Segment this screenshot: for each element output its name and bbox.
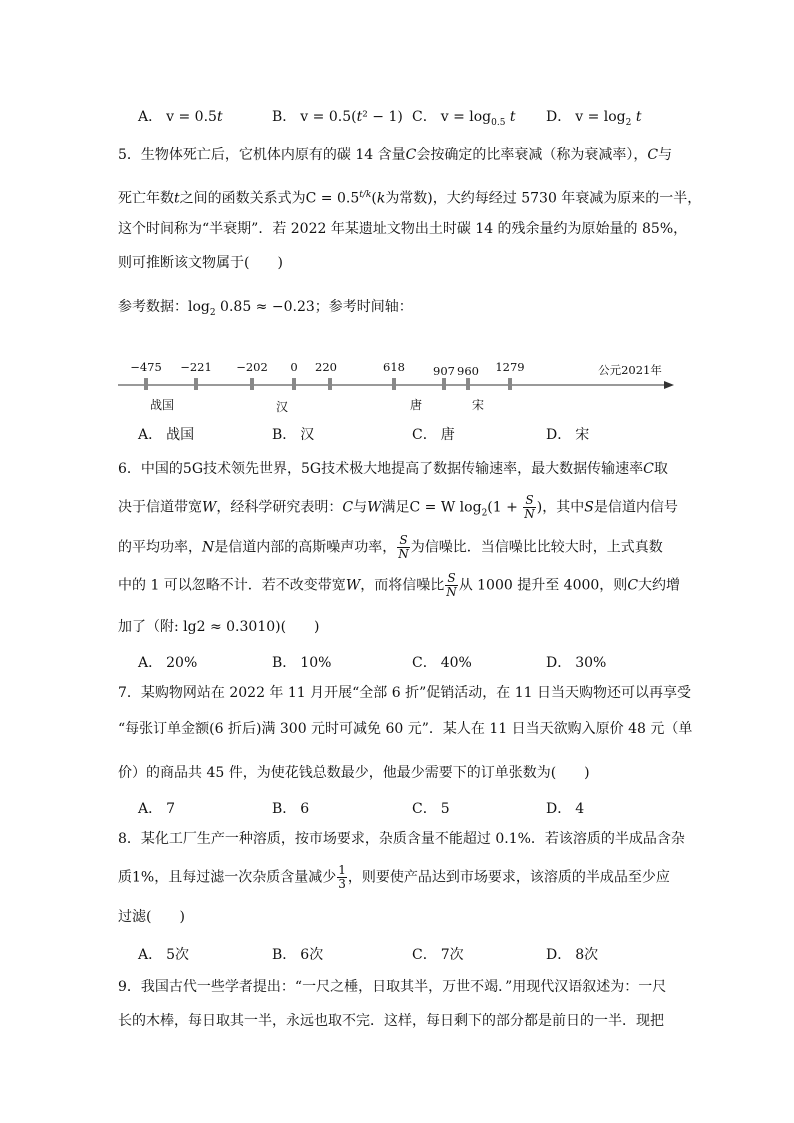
q8-option-c[interactable]: C． 7次: [412, 947, 464, 963]
q7-line-3: 价）的商品共 45 件，为使花钱总数最少，他最少需要下的订单张数为( ): [118, 765, 590, 781]
q7-option-b[interactable]: B． 6: [272, 801, 310, 817]
timeline-era-zhanguo: 战国: [149, 398, 175, 412]
q8-option-d[interactable]: D． 8次: [546, 947, 599, 963]
timeline-era-han: 汉: [275, 400, 289, 414]
q6-line-3: 的平均功率，N是信道内部的高斯噪声功率， $\frac{S}{N}$ 为信噪比．当信噪比比较大时，上式真数: [118, 533, 663, 561]
q8-options: [138, 944, 698, 966]
q5-option-a[interactable]: A． 战国: [138, 427, 195, 443]
timeline-label-907: 907: [433, 364, 455, 378]
timeline-tick: [392, 378, 396, 390]
timeline-label-618: 618: [383, 360, 405, 374]
q7-line-2: “每张订单金额(6 折后)满 300 元时可减免 60 元”．某人在 11 日当天欲购入原价 48 元（单: [118, 721, 693, 737]
q6-line-2: 决于信道带宽W，经科学研究表明：C与W满足C = W $\log_2(1$ + $\frac{S}{N}$ )，其中S是信道内信号: [118, 493, 678, 521]
timeline-era-song: 宋: [471, 398, 485, 412]
q6-option-d[interactable]: D． 30%: [546, 655, 607, 671]
q4-option-d[interactable]: D． $v = \log_2 t$: [546, 109, 642, 128]
timeline-tick: [144, 378, 148, 390]
fraction-s-over-n: $\frac{S}{N}$: [524, 493, 535, 521]
q5-line-1: 5．生物体死亡后，它机体内原有的碳 14 含量C会按确定的比率衰减（称为衰减率），C与: [118, 147, 673, 163]
fraction-one-third: $\frac{1}{3}$: [338, 863, 346, 891]
q7-option-d[interactable]: D． 4: [546, 801, 585, 817]
timeline-tick: [466, 378, 470, 390]
q6-line-4: 中的 1 可以忽略不计．若不改变带宽W，而将信噪比 $\frac{S}{N}$ 从 1000 提升至 4000，则C大约增: [118, 571, 681, 599]
timeline-label-neg221: −221: [180, 360, 212, 374]
q4-options: [138, 106, 698, 128]
q4-option-c[interactable]: C． $v = \log_{0.5} t$: [412, 109, 516, 128]
timeline-tick: [292, 378, 296, 390]
q6-option-b[interactable]: B． 10%: [272, 655, 332, 671]
q6-line-5: 加了（附: lg2 ≈ 0.3010)( ): [118, 619, 320, 635]
q7-option-a[interactable]: A． 7: [138, 801, 176, 817]
timeline-tick: [508, 378, 512, 390]
timeline-end-label: 公元2021年: [598, 363, 662, 377]
q7-options: [138, 798, 698, 820]
q8-option-b[interactable]: B． 6次: [272, 947, 324, 963]
timeline-label-0: 0: [290, 360, 298, 374]
q5-line-3: 这个时间称为“半衰期”．若 2022 年某遗址文物出土时碳 14 的残余量约为原始量的 85%，: [118, 221, 688, 237]
q9-line-1: 9．我国古代一些学者提出：“一尺之棰，日取其半，万世不竭．”用现代汉语叙述为：一尺: [118, 979, 667, 995]
q5-reference-data: 参考数据：$\log_2 0.85 \approx -0.23$；参考时间轴：: [118, 299, 413, 318]
timeline-label-960: 960: [457, 364, 479, 378]
fraction-s-over-n: $\frac{S}{N}$: [398, 533, 409, 561]
timeline-label-1279: 1279: [495, 360, 525, 374]
timeline-label-220: 220: [315, 360, 337, 374]
q5-options: [138, 424, 698, 446]
q8-line-2: 质1%，且每过滤一次杂质含量减少 $\frac{1}{3}$ ，则要使产品达到市场要求，该溶质的半成品至少应: [118, 863, 670, 891]
timeline-era-tang: 唐: [409, 398, 423, 412]
timeline-label-neg202: −202: [236, 360, 268, 374]
q5-option-d[interactable]: D． 宋: [546, 427, 590, 443]
timeline-tick: [328, 378, 332, 390]
q5-option-c[interactable]: C． 唐: [412, 427, 455, 443]
timeline-label-neg475: −475: [130, 360, 162, 374]
q6-line-1: 6．中国的5G技术领先世界，5G技术极大地提高了数据传输速率，最大数据传输速率C取: [118, 461, 668, 477]
q7-line-1: 7．某购物网站在 2022 年 11 月开展“全部 6 折”促销活动，在 11 日当天购物还可以再享受: [118, 685, 691, 701]
fraction-s-over-n: $\frac{S}{N}$: [446, 571, 457, 599]
q7-option-c[interactable]: C． 5: [412, 801, 450, 817]
q6-options: [138, 652, 698, 674]
timeline-tick: [194, 378, 198, 390]
q5-line-4: 则可推断该文物属于( ): [118, 255, 283, 271]
q6-option-a[interactable]: A． 20%: [138, 655, 198, 671]
q8-line-1: 8．某化工厂生产一种溶质，按市场要求，杂质含量不能超过 0.1%．若该溶质的半成品含杂: [118, 831, 685, 847]
q4-option-a[interactable]: A． v = 0.5t: [138, 109, 223, 125]
q8-option-a[interactable]: A． 5次: [138, 947, 190, 963]
q5-line-2: 死亡年数t之间的函数关系式为$C = 0.5^{t/k}(k$为常数)，大约每经过 5730 年衰减为原来的一半，: [118, 190, 702, 207]
timeline-tick: [250, 378, 254, 390]
q6-option-c[interactable]: C． 40%: [412, 655, 472, 671]
q5-timeline: [118, 352, 678, 414]
q8-line-3: 过滤( ): [118, 909, 185, 925]
q4-option-b[interactable]: B． v = 0.5(t² − 1): [272, 109, 403, 125]
timeline-tick: [442, 378, 446, 390]
q9-line-2: 长的木棒，每日取其一半，永远也取不完．这样，每日剩下的部分都是前日的一半．现把: [118, 1013, 664, 1029]
q5-option-b[interactable]: B． 汉: [272, 427, 315, 443]
